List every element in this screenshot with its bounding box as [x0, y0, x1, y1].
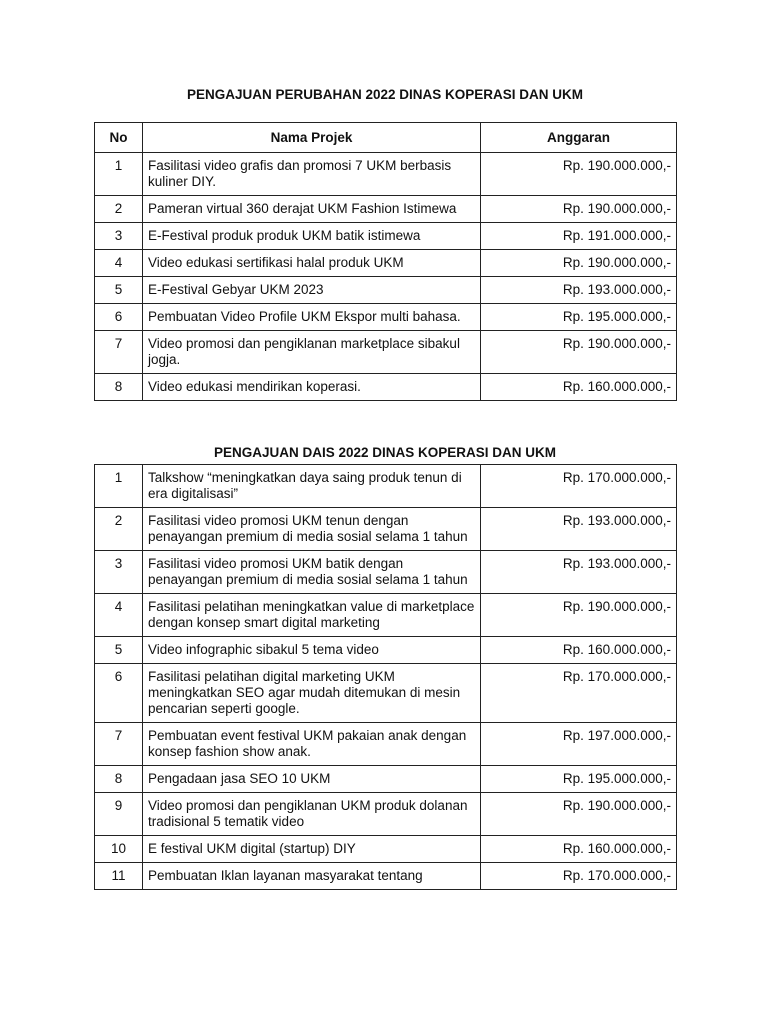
cell-project-name: Talkshow “meningkatkan daya saing produk tenun di era digitalisasi”: [143, 465, 481, 508]
table-row: [95, 863, 677, 890]
section1-rows: [95, 153, 677, 401]
cell-amount: Rp. 190.000.000,-: [481, 196, 677, 223]
cell-no: 7: [95, 331, 143, 374]
table-row: [95, 594, 677, 637]
cell-amount: Rp. 191.000.000,-: [481, 223, 677, 250]
cell-no: 2: [95, 508, 143, 551]
cell-amount: Rp. 190.000.000,-: [481, 250, 677, 277]
table-header-row: [95, 123, 677, 153]
table-row: [95, 196, 677, 223]
table-row: [95, 793, 677, 836]
cell-amount: Rp. 195.000.000,-: [481, 766, 677, 793]
header-name: Nama Projek: [143, 123, 481, 153]
cell-amount: Rp. 193.000.000,-: [481, 508, 677, 551]
table-row: [95, 551, 677, 594]
table-row: [95, 223, 677, 250]
table-row: [95, 153, 677, 196]
cell-no: 1: [95, 153, 143, 196]
cell-project-name: E-Festival Gebyar UKM 2023: [143, 277, 481, 304]
cell-no: 6: [95, 664, 143, 723]
cell-project-name: Pengadaan jasa SEO 10 UKM: [143, 766, 481, 793]
table-row: [95, 304, 677, 331]
cell-amount: Rp. 190.000.000,-: [481, 331, 677, 374]
cell-no: 10: [95, 836, 143, 863]
section1-title: PENGAJUAN PERUBAHAN 2022 DINAS KOPERASI DAN UKM: [186, 87, 584, 102]
cell-no: 1: [95, 465, 143, 508]
cell-project-name: Video edukasi mendirikan koperasi.: [143, 374, 481, 401]
table-row: [95, 723, 677, 766]
header-no: No: [95, 123, 143, 153]
table-row: [95, 277, 677, 304]
cell-amount: Rp. 197.000.000,-: [481, 723, 677, 766]
cell-amount: Rp. 170.000.000,-: [481, 465, 677, 508]
cell-amount: Rp. 160.000.000,-: [481, 374, 677, 401]
cell-no: 9: [95, 793, 143, 836]
cell-amount: Rp. 193.000.000,-: [481, 551, 677, 594]
cell-no: 3: [95, 551, 143, 594]
header-amount: Anggaran: [481, 123, 677, 153]
table-row: [95, 331, 677, 374]
table-row: [95, 637, 677, 664]
cell-no: 4: [95, 594, 143, 637]
cell-no: 4: [95, 250, 143, 277]
cell-amount: Rp. 170.000.000,-: [481, 863, 677, 890]
cell-amount: Rp. 195.000.000,-: [481, 304, 677, 331]
table-row: [95, 664, 677, 723]
cell-no: 8: [95, 766, 143, 793]
cell-amount: Rp. 193.000.000,-: [481, 277, 677, 304]
cell-amount: Rp. 190.000.000,-: [481, 594, 677, 637]
cell-amount: Rp. 170.000.000,-: [481, 664, 677, 723]
cell-project-name: Pembuatan Video Profile UKM Ekspor multi bahasa.: [143, 304, 481, 331]
cell-project-name: Fasilitasi video grafis dan promosi 7 UKM berbasis kuliner DIY.: [143, 153, 481, 196]
cell-amount: Rp. 190.000.000,-: [481, 153, 677, 196]
cell-project-name: Video promosi dan pengiklanan UKM produk dolanan tradisional 5 tematik video: [143, 793, 481, 836]
section2-rows: [95, 465, 677, 890]
cell-amount: Rp. 160.000.000,-: [481, 637, 677, 664]
table-row: [95, 836, 677, 863]
table-row: [95, 465, 677, 508]
section2-table: [94, 464, 677, 890]
table-row: [95, 508, 677, 551]
cell-amount: Rp. 190.000.000,-: [481, 793, 677, 836]
cell-no: 3: [95, 223, 143, 250]
cell-project-name: Video promosi dan pengiklanan marketplace sibakul jogja.: [143, 331, 481, 374]
cell-no: 7: [95, 723, 143, 766]
cell-project-name: Fasilitasi pelatihan digital marketing UKM meningkatkan SEO agar mudah ditemukan di mesin pencarian seperti google.: [143, 664, 481, 723]
cell-project-name: Pameran virtual 360 derajat UKM Fashion Istimewa: [143, 196, 481, 223]
cell-no: 5: [95, 637, 143, 664]
cell-project-name: Pembuatan Iklan layanan masyarakat tentang: [143, 863, 481, 890]
cell-project-name: Video edukasi sertifikasi halal produk UKM: [143, 250, 481, 277]
cell-amount: Rp. 160.000.000,-: [481, 836, 677, 863]
cell-no: 5: [95, 277, 143, 304]
cell-no: 6: [95, 304, 143, 331]
cell-project-name: Pembuatan event festival UKM pakaian anak dengan konsep fashion show anak.: [143, 723, 481, 766]
section2-title: PENGAJUAN DAIS 2022 DINAS KOPERASI DAN UKM: [213, 445, 557, 460]
cell-project-name: Fasilitasi video promosi UKM batik dengan penayangan premium di media sosial selama 1 tahun: [143, 551, 481, 594]
cell-project-name: Fasilitasi pelatihan meningkatkan value di marketplace dengan konsep smart digital marketing: [143, 594, 481, 637]
cell-project-name: Fasilitasi video promosi UKM tenun dengan penayangan premium di media sosial selama 1 tahun: [143, 508, 481, 551]
cell-no: 11: [95, 863, 143, 890]
cell-no: 8: [95, 374, 143, 401]
cell-project-name: Video infographic sibakul 5 tema video: [143, 637, 481, 664]
section1-table: [94, 122, 677, 401]
cell-project-name: E-Festival produk produk UKM batik istimewa: [143, 223, 481, 250]
cell-no: 2: [95, 196, 143, 223]
cell-project-name: E festival UKM digital (startup) DIY: [143, 836, 481, 863]
table-row: [95, 374, 677, 401]
table-row: [95, 766, 677, 793]
table-row: [95, 250, 677, 277]
